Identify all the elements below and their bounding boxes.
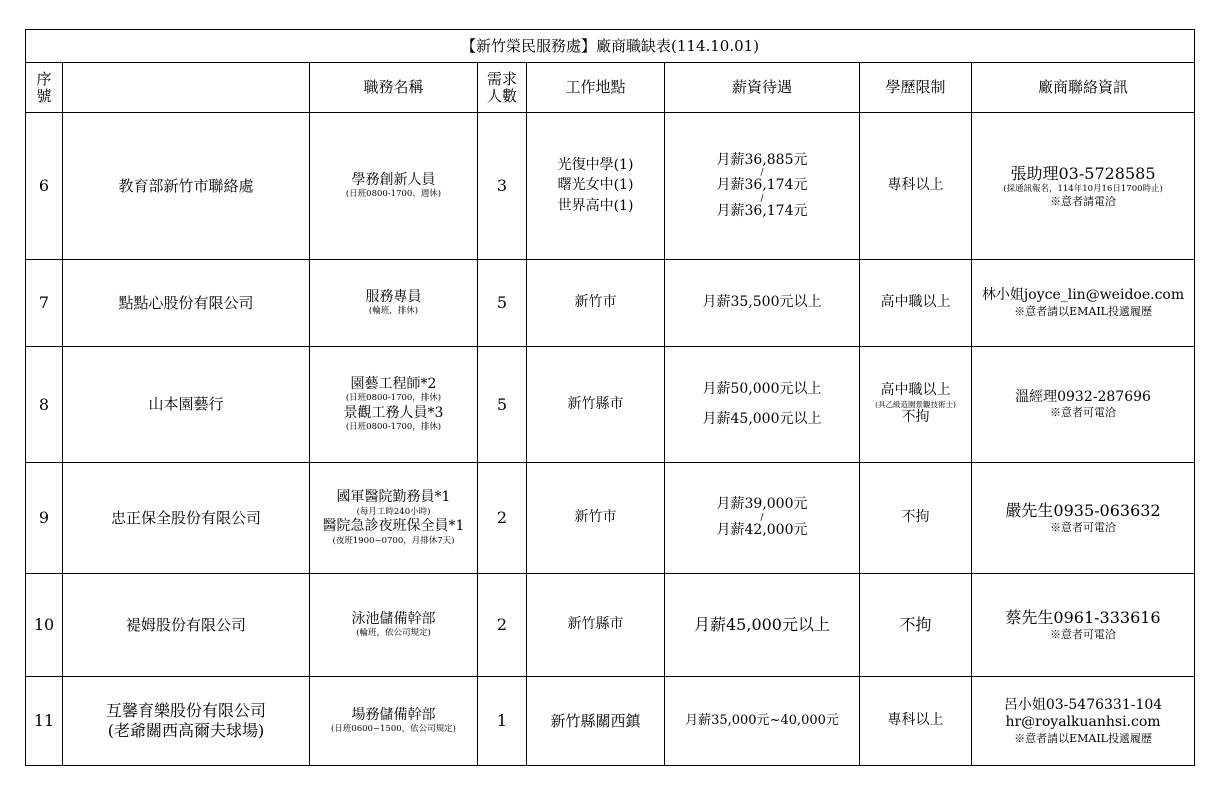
header-education: 學歷限制: [860, 63, 972, 113]
contact-main: 溫經理0932-287696: [1015, 388, 1151, 405]
table-row: [26, 574, 1195, 677]
row-index: 8: [26, 347, 63, 463]
job-title-cell: [310, 260, 478, 347]
separator-slash: /: [760, 168, 764, 179]
location: 新竹縣關西鎮: [527, 677, 665, 766]
contact-main: 張助理03-5728585: [1010, 163, 1156, 183]
headcount: 2: [478, 463, 527, 574]
job-title: 園藝工程師*2: [350, 375, 437, 392]
salary-cell: [665, 347, 860, 463]
headcount: 5: [478, 260, 527, 347]
job-title-cell: [310, 463, 478, 574]
job-title: 景觀工務人員*3: [343, 404, 444, 421]
job-title-cell: [310, 113, 478, 260]
education: 高中職以上: [880, 382, 951, 399]
contact-note: ※意者請以EMAIL投遞履歷: [1014, 304, 1152, 318]
header-location: 工作地點: [527, 63, 665, 113]
row-index: 11: [26, 677, 63, 766]
salary: 月薪36,174元: [716, 202, 808, 219]
contact-note: ※意者請以EMAIL投遞履歷: [1014, 731, 1152, 745]
location-cell: [527, 113, 665, 260]
salary: 月薪45,000元以上: [702, 410, 822, 427]
job-title: 服務專員: [365, 288, 422, 305]
header-count: [478, 63, 527, 113]
salary: 月薪50,000元以上: [702, 381, 822, 397]
education: 專科以上: [860, 113, 972, 260]
contact-cell: [972, 347, 1195, 463]
location: 新竹縣市: [527, 347, 665, 463]
company-name: 互馨育樂股份有限公司: [105, 701, 266, 720]
contact-note: ※意者可電洽: [1050, 628, 1117, 642]
job-title: 場務儲備幹部: [351, 706, 436, 723]
header-count-1: 需求: [486, 70, 517, 88]
job-note: (每月工時240小時): [356, 506, 431, 517]
job-title: 泳池儲備幹部: [351, 610, 436, 627]
headcount: 2: [478, 574, 527, 677]
company-name: 教育部新竹市聯絡處: [63, 113, 310, 260]
salary: 月薪36,174元: [716, 177, 808, 194]
header-index-1: 序: [36, 70, 52, 88]
salary: 月薪42,000元: [716, 522, 808, 539]
education-note: (具乙級造園景觀技術士): [875, 399, 956, 409]
location: 光復中學(1): [557, 156, 634, 173]
location: 曙光女中(1): [557, 177, 634, 194]
header-index-2: 號: [36, 86, 52, 105]
contact-cell: [972, 260, 1195, 347]
job-title-cell: [310, 347, 478, 463]
education: 高中職以上: [860, 260, 972, 347]
table-row: [26, 347, 1195, 463]
separator-slash: /: [760, 193, 764, 204]
salary: 月薪35,500元以上: [665, 260, 860, 347]
table-row: [26, 677, 1195, 766]
contact-email: hr@royalkuanhsi.com: [1005, 714, 1161, 731]
contact-main: 蔡先生0961-333616: [1005, 608, 1161, 628]
job-note: (日班0800-1700、週休): [345, 189, 442, 200]
headcount: 3: [478, 113, 527, 260]
education-cell: [860, 347, 972, 463]
education: 不拘: [860, 463, 972, 574]
education: 不拘: [860, 574, 972, 677]
contact-main: 林小姐joyce_lin@weidoe.com: [981, 287, 1185, 304]
table-row: [26, 260, 1195, 347]
salary: 月薪36,885元: [716, 151, 808, 168]
header-count-2: 人數: [486, 86, 517, 105]
header-company: [63, 63, 310, 113]
job-note: (輪班，依公司規定): [356, 628, 431, 639]
company-subname: (老爺關西高爾夫球場): [107, 721, 265, 740]
salary: 月薪45,000元以上: [665, 574, 860, 677]
contact-main: 嚴先生0935-063632: [1005, 501, 1161, 521]
company-name: 忠正保全股份有限公司: [63, 463, 310, 574]
location: 新竹市: [527, 260, 665, 347]
salary-cell: [665, 463, 860, 574]
headcount: 5: [478, 347, 527, 463]
contact-note: ※意者請電洽: [1050, 194, 1117, 208]
salary: 月薪39,000元: [716, 496, 808, 513]
job-title-cell: [310, 574, 478, 677]
education: 不拘: [901, 409, 930, 426]
location: 新竹市: [527, 463, 665, 574]
company-name: 山本園藝行: [63, 347, 310, 463]
job-note: (夜班1900~0700，月排休7天): [332, 535, 455, 546]
job-note: (輪班，排休): [368, 306, 419, 317]
salary-cell: [665, 113, 860, 260]
job-title: 國軍醫院勤務員*1: [336, 489, 451, 506]
table-title: 【新竹榮民服務處】廠商職缺表(114.10.01): [26, 30, 1195, 63]
contact-main: 呂小姐03-5476331-104: [1003, 696, 1163, 713]
row-index: 6: [26, 113, 63, 260]
contact-cell: [972, 113, 1195, 260]
header-index: [26, 63, 63, 113]
job-title-cell: [310, 677, 478, 766]
separator-slash: /: [760, 512, 764, 523]
contact-cell: [972, 574, 1195, 677]
row-index: 9: [26, 463, 63, 574]
contact-cell: [972, 463, 1195, 574]
header-salary: 薪資待遇: [665, 63, 860, 113]
contact-note: ※意者可電洽: [1050, 406, 1117, 420]
job-title: 學務創新人員: [351, 171, 436, 188]
job-note: (日班0800-1700，排休): [345, 422, 442, 432]
company-name-cell: [63, 677, 310, 766]
salary: 月薪35,000元~40,000元: [665, 677, 860, 766]
company-name: 褆姆股份有限公司: [63, 574, 310, 677]
header-contact: 廠商聯絡資訊: [972, 63, 1195, 113]
education: 專科以上: [860, 677, 972, 766]
job-title: 醫院急診夜班保全員*1: [322, 518, 465, 534]
location: 世界高中(1): [557, 197, 634, 214]
headcount: 1: [478, 677, 527, 766]
location: 新竹縣市: [527, 574, 665, 677]
table-row: [26, 463, 1195, 574]
contact-note: ※意者可電洽: [1050, 521, 1117, 535]
table-row: [26, 113, 1195, 260]
company-name: 點點心股份有限公司: [63, 260, 310, 347]
contact-sub: (採通訊報名，114年10月16日1700時止): [1003, 183, 1163, 194]
job-vacancy-table: [25, 29, 1195, 766]
header-job: 職務名稱: [310, 63, 478, 113]
contact-cell: [972, 677, 1195, 766]
job-note: (日班0600~1500，依公司規定): [330, 724, 457, 735]
row-index: 10: [26, 574, 63, 677]
row-index: 7: [26, 260, 63, 347]
job-note: (日班0800-1700，排休): [345, 393, 442, 404]
